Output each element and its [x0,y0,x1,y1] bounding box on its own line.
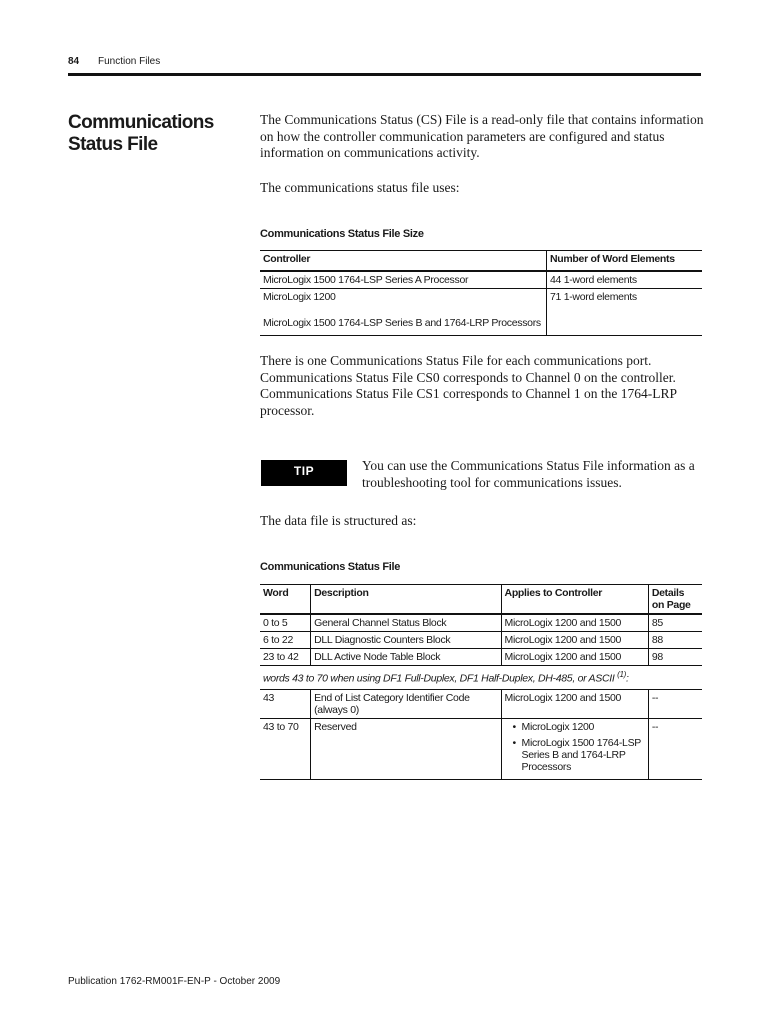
table-row [260,632,702,649]
table-cell: 43 to 70 [260,718,311,779]
table-cell: DLL Diagnostic Counters Block [311,632,501,649]
table-cell: 6 to 22 [260,632,311,649]
table-cell: MicroLogix 1200 and 1500 [501,614,648,632]
note-text: words 43 to 70 when using DF1 Full-Duplex, DF1 Half-Duplex, DH-485, or ASCII [263,672,615,685]
table-cell: 85 [648,614,702,632]
header-rule [68,73,701,76]
tip-label: TIP [261,460,347,486]
table-header-row [260,585,702,615]
structured-paragraph: The data file is structured as: [260,513,417,528]
column-header: Number of Word Elements [547,251,703,272]
table-cell: End of List Category Identifier Code (always 0) [311,689,501,718]
column-header: Controller [260,251,547,272]
controller-name: MicroLogix 1200 [263,291,336,303]
running-header: Function Files [98,56,161,67]
table-cell: 43 [260,689,311,718]
table-cell: DLL Active Node Table Block [311,649,501,666]
table-cell [501,718,648,779]
channels-paragraph: There is one Communications Status File for each communications port. Communications Status File CS0 corresponds to Channel 0 on the controller. Communications Status File CS1 corresponds to Channel 1 on the 1764-LRP processor. [260,353,677,418]
section-title: Communications Status File [68,112,214,155]
uses-paragraph: The communications status file uses: [260,180,460,195]
list-item: • MicroLogix 1200 [505,721,645,733]
table-cell: MicroLogix 1200 and 1500 [501,649,648,666]
controller-list [505,721,645,773]
tip-text: You can use the Communications Status File information as a troubleshooting tool for communications issues. [362,458,695,490]
intro-paragraph: The Communications Status (CS) File is a read-only file that contains information on how the controller communication parameters are configured and status information on communications activity. [260,112,704,160]
publication-footer: Publication 1762-RM001F-EN-P - October 2009 [68,976,281,987]
file-table [260,584,702,780]
table-cell: 23 to 42 [260,649,311,666]
table-row [260,689,702,718]
table-cell: 44 1-word elements [547,271,703,289]
file-table-caption: Communications Status File [260,561,401,573]
list-item: • MicroLogix 1500 1764-LSP Series B and 1764-LRP Processors [505,737,645,773]
table-row [260,614,702,632]
column-header: Description [311,585,501,615]
column-header: Applies to Controller [501,585,648,615]
table-cell: 88 [648,632,702,649]
table-cell: -- [648,718,702,779]
table-row [260,649,702,666]
controller-name: MicroLogix 1500 1764-LSP Series B and 1764-LRP Processors [263,317,541,329]
size-table-caption: Communications Status File Size [260,228,424,240]
table-header-row [260,251,702,272]
note-colon: : [625,672,629,685]
table-cell: -- [648,689,702,718]
table-cell: 0 to 5 [260,614,311,632]
table-note [260,666,702,690]
table-cell: MicroLogix 1200 and 1500 [501,689,648,718]
table-note-row [260,666,702,690]
size-table [260,250,702,336]
table-cell: Reserved [311,718,501,779]
table-row [260,718,702,779]
table-cell: 98 [648,649,702,666]
table-row [260,271,702,289]
table-row [260,289,702,336]
table-cell: MicroLogix 1200 and 1500 [501,632,648,649]
footnote-ref: (1) [617,670,626,679]
column-header: Details on Page [648,585,702,615]
table-cell: 71 1-word elements [547,289,703,336]
column-header: Word [260,585,311,615]
table-cell: General Channel Status Block [311,614,501,632]
page-number: 84 [68,56,80,67]
table-cell [260,289,547,336]
table-cell: MicroLogix 1500 1764-LSP Series A Processor [260,271,547,289]
